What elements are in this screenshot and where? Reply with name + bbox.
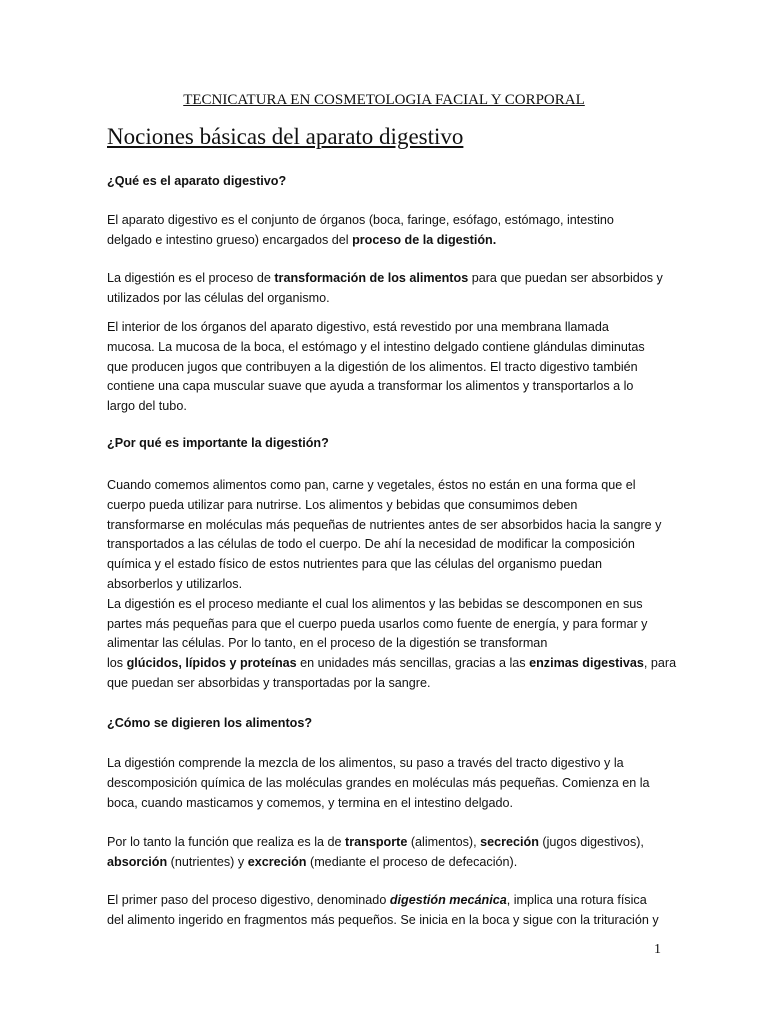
paragraph — [107, 754, 677, 813]
text-run: , implica una rotura física — [506, 893, 647, 907]
bold-text: enzimas digestivas — [529, 656, 644, 671]
text-run: para que puedan ser absorbidos y — [468, 271, 663, 285]
text-run: (mediante el proceso de defecación). — [306, 854, 518, 869]
text-run: La digestión es el proceso de — [107, 271, 275, 285]
page-title: Nociones básicas del aparato digestivo — [107, 124, 464, 149]
paragraph-line: El interior de los órganos del aparato digestivo, está revestido por una membrana llamada — [107, 320, 609, 334]
paragraph-line — [107, 654, 677, 674]
text-run: (nutrientes) y — [167, 854, 248, 869]
paragraph-line: boca, cuando masticamos y comemos, y termina en el intestino delgado. — [107, 795, 514, 810]
paragraph-line: contiene una capa muscular suave que ayuda a transformar los alimentos y transportarlos a lo — [107, 379, 634, 394]
paragraph — [107, 211, 677, 251]
paragraph-line: largo del tubo. — [107, 399, 187, 414]
paragraph — [107, 833, 677, 873]
paragraph-line — [107, 833, 677, 853]
paragraph-line: cuerpo pueda utilizar para nutrirse. Los alimentos y bebidas que consumimos deben — [107, 497, 578, 512]
paragraph-line — [107, 231, 677, 251]
bold-text: proceso de la digestión. — [352, 232, 497, 247]
paragraph-line: utilizados por las células del organismo. — [107, 290, 330, 305]
paragraph-line — [107, 853, 677, 873]
paragraph-line: transformarse en moléculas más pequeñas de nutrientes antes de ser absorbidos hacia la sangre y — [107, 517, 662, 532]
paragraph-line: que puedan ser absorbidas y transportadas por la sangre. — [107, 675, 431, 690]
bold-text: glúcidos, lípidos y proteínas — [126, 656, 297, 671]
text-run: El primer paso del proceso digestivo, denominado — [107, 893, 390, 907]
question-text: ¿Qué es el aparato digestivo? — [107, 174, 287, 188]
paragraph — [107, 476, 677, 694]
paragraph — [107, 891, 677, 931]
text-run: , para — [643, 656, 677, 671]
text-run: los — [107, 656, 127, 671]
question-text: ¿Por qué es importante la digestión? — [107, 436, 329, 450]
text-run: delgado e intestino grueso) encargados del — [107, 232, 353, 247]
paragraph-line: absorberlos y utilizarlos. — [107, 576, 243, 591]
paragraph-line: alimentar las células. Por lo tanto, en el proceso de la digestión se transforman — [107, 636, 548, 651]
paragraph-line: mucosa. La mucosa de la boca, el estómago y el intestino delgado contiene glándulas diminutas — [107, 339, 645, 354]
bold-text: secreción — [480, 835, 539, 849]
paragraph-line: descomposición química de las moléculas grandes en moléculas más pequeñas. Comienza en la — [107, 775, 650, 790]
text-run: en unidades más sencillas, gracias a las — [296, 656, 530, 671]
paragraph-line: que producen jugos que contribuyen a la digestión de los alimentos. El tracto digestivo también — [107, 359, 638, 374]
course-header: TECNICATURA EN COSMETOLOGIA FACIAL Y CORPORAL — [183, 92, 585, 108]
question-heading — [107, 172, 677, 192]
paragraph — [107, 318, 677, 417]
text-run: (jugos digestivos), — [538, 835, 644, 849]
paragraph-line: transportados a las células de todo el cuerpo. De ahí la necesidad de modificar la composición — [107, 537, 635, 552]
text-run: (alimentos), — [407, 835, 481, 849]
bold-text: excreción — [247, 854, 307, 869]
paragraph-line: La digestión comprende la mezcla de los alimentos, su paso a través del tracto digestivo y la — [107, 756, 624, 770]
bold-text: transporte — [345, 835, 408, 849]
paragraph-line — [107, 891, 677, 911]
paragraph — [107, 269, 677, 309]
question-heading — [107, 714, 677, 734]
bold-italic-text: digestión mecánica — [389, 893, 507, 907]
page-number: 1 — [654, 942, 661, 957]
paragraph-line: La digestión es el proceso mediante el cual los alimentos y las bebidas se descomponen en sus — [107, 596, 643, 611]
paragraph-line: química y el estado físico de estos nutrientes para que las células del organismo puedan — [107, 557, 602, 572]
paragraph-line: del alimento ingerido en fragmentos más pequeños. Se inicia en la boca y sigue con la trituración y — [107, 912, 659, 927]
question-heading — [107, 434, 677, 454]
paragraph-line: partes más pequeñas para que el cuerpo pueda usarlos como fuente de energía, y para formar y — [107, 616, 648, 631]
paragraph-line: El aparato digestivo es el conjunto de órganos (boca, faringe, esófago, estómago, intestino — [107, 213, 614, 227]
bold-text: transformación de los alimentos — [274, 271, 469, 285]
question-text: ¿Cómo se digieren los alimentos? — [107, 716, 313, 730]
bold-text: absorción — [107, 854, 168, 869]
paragraph-line — [107, 269, 677, 289]
paragraph-line: Cuando comemos alimentos como pan, carne y vegetales, éstos no están en una forma que el — [107, 478, 636, 492]
text-run: Por lo tanto la función que realiza es la de — [107, 835, 346, 849]
